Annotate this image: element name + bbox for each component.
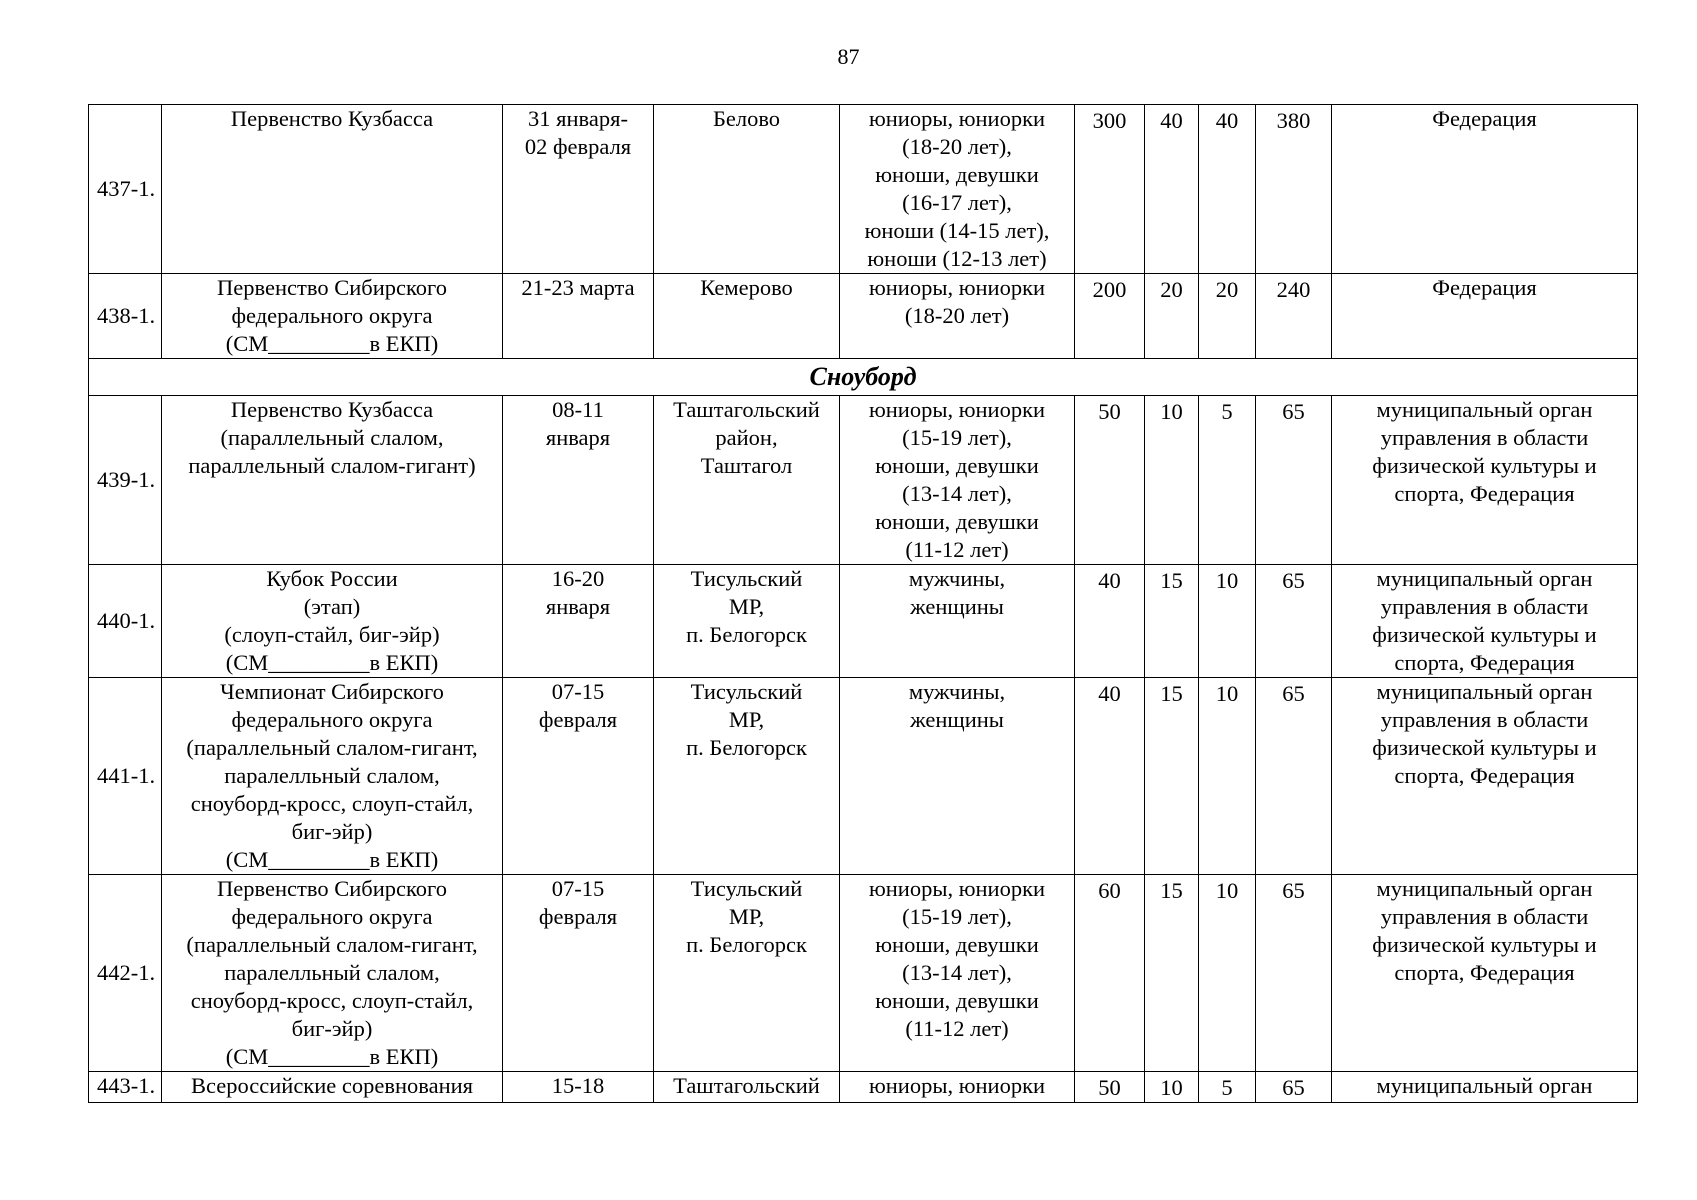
event-name-cell-line: (СМ_________в ЕКП) <box>225 650 439 675</box>
event-place-cell <box>654 565 840 678</box>
total-cell <box>1256 274 1332 359</box>
organizer-cell-line: физической культуры и <box>1372 735 1597 760</box>
table-row <box>89 875 1638 1072</box>
event-name-cell-line: (СМ_________в ЕКП) <box>225 331 439 356</box>
count-1-cell-value: 200 <box>1092 277 1127 302</box>
count-2-cell <box>1145 565 1199 678</box>
organizer-cell <box>1332 274 1638 359</box>
total-cell-value: 65 <box>1282 399 1305 424</box>
table-row <box>89 1072 1638 1103</box>
participants-cell-line: юниоры, юниорки <box>868 106 1046 131</box>
participants-cell-line: (11-12 лет) <box>905 1016 1009 1041</box>
event-name-cell-line: федерального округа <box>231 904 433 929</box>
participants-cell-line: юноши, девушки <box>875 932 1039 957</box>
event-place-cell-line: Тисульский <box>690 876 803 901</box>
event-dates-cell-line: февраля <box>538 707 618 732</box>
count-3-cell <box>1199 396 1256 565</box>
organizer-cell-line: Федерация <box>1432 275 1537 300</box>
event-name-cell-line: биг-эйр) <box>291 819 373 844</box>
event-name-cell-line: паралелльный слалом, <box>224 960 440 985</box>
count-1-cell <box>1075 875 1145 1072</box>
event-place-cell-line: Таштагольский <box>673 1073 820 1098</box>
event-dates-cell <box>503 274 654 359</box>
event-place-cell-line: район, <box>715 425 778 450</box>
table-body-bottom <box>89 396 1638 1103</box>
row-number: 441-1. <box>89 678 162 875</box>
event-dates-cell <box>503 678 654 875</box>
total-cell <box>1256 875 1332 1072</box>
organizer-cell <box>1332 105 1638 274</box>
count-1-cell-value: 40 <box>1098 568 1121 593</box>
participants-cell-line: юниоры, юниорки <box>868 397 1046 422</box>
event-dates-cell-line: 16-20 <box>551 566 605 591</box>
participants-cell-line: (13-14 лет), <box>902 481 1012 506</box>
count-2-cell-value: 20 <box>1160 277 1183 302</box>
event-dates-cell-line: января <box>545 425 611 450</box>
total-cell-value: 65 <box>1282 1075 1305 1100</box>
count-1-cell <box>1075 678 1145 875</box>
count-1-cell <box>1075 1072 1145 1103</box>
count-3-cell-value: 10 <box>1215 681 1239 706</box>
event-name-cell-line: Кубок России <box>266 566 398 591</box>
count-2-cell <box>1145 396 1199 565</box>
event-name-cell-line: (этап) <box>303 594 361 619</box>
count-3-cell-value: 20 <box>1215 277 1239 302</box>
participants-cell-line: (15-19 лет), <box>902 904 1012 929</box>
event-dates-cell-line: 08-11 <box>552 397 604 422</box>
participants-cell-line: юноши (14-15 лет), <box>864 218 1050 243</box>
count-3-cell <box>1199 105 1256 274</box>
table-row <box>89 274 1638 359</box>
organizer-cell-line: управления в области <box>1380 594 1589 619</box>
participants-cell-line: юноши, девушки <box>875 162 1039 187</box>
participants-cell <box>840 875 1075 1072</box>
total-cell <box>1256 565 1332 678</box>
organizer-cell <box>1332 396 1638 565</box>
organizer-cell-line: муниципальный орган <box>1376 1073 1593 1098</box>
count-3-cell-value: 10 <box>1215 878 1239 903</box>
event-dates-cell-line: 31 января- <box>528 106 628 131</box>
total-cell <box>1256 1072 1332 1103</box>
count-3-cell-value: 5 <box>1221 399 1233 424</box>
event-name-cell-line: (параллельный слалом-гигант, <box>186 932 478 957</box>
count-2-cell <box>1145 274 1199 359</box>
event-place-cell-line: МР, <box>728 707 765 732</box>
organizer-cell-line: Федерация <box>1432 106 1537 131</box>
event-name-cell-line: (параллельный слалом, <box>220 425 444 450</box>
event-name-cell-line: Первенство Сибирского <box>217 275 447 300</box>
event-place-cell-line: п. Белогорск <box>686 932 807 957</box>
event-name-cell-line: (СМ_________в ЕКП) <box>225 847 439 872</box>
table-body-top <box>89 105 1638 359</box>
event-place-cell-line: Белово <box>712 106 781 131</box>
organizer-cell-line: физической культуры и <box>1372 932 1597 957</box>
event-place-cell <box>654 875 840 1072</box>
count-2-cell-value: 15 <box>1160 681 1183 706</box>
event-name-cell-line: (параллельный слалом-гигант, <box>186 735 478 760</box>
event-name-cell-line: (СМ_________в ЕКП) <box>225 1044 439 1069</box>
event-name-cell-line: федерального округа <box>231 303 433 328</box>
event-place-cell-line: п. Белогорск <box>686 735 807 760</box>
event-place-cell-line: п. Белогорск <box>686 622 807 647</box>
participants-cell-line: юноши, девушки <box>875 453 1039 478</box>
participants-cell-line: мужчины, <box>908 566 1006 591</box>
event-place-cell <box>654 396 840 565</box>
event-name-cell <box>162 105 503 274</box>
event-dates-cell <box>503 565 654 678</box>
count-1-cell <box>1075 565 1145 678</box>
event-name-cell <box>162 678 503 875</box>
count-1-cell-value: 50 <box>1098 399 1121 424</box>
count-2-cell-value: 10 <box>1160 1075 1183 1100</box>
event-dates-cell <box>503 105 654 274</box>
row-number: 438-1. <box>89 274 162 359</box>
event-dates-cell-line: января <box>545 594 611 619</box>
organizer-cell <box>1332 1072 1638 1103</box>
count-3-cell <box>1199 875 1256 1072</box>
count-3-cell-value: 40 <box>1215 108 1239 133</box>
event-name-cell-line: Первенство Кузбасса <box>230 397 434 422</box>
participants-cell-line: (11-12 лет) <box>905 537 1009 562</box>
event-place-cell-line: Таштагол <box>700 453 793 478</box>
organizer-cell <box>1332 565 1638 678</box>
count-1-cell <box>1075 396 1145 565</box>
event-name-cell-line: биг-эйр) <box>291 1016 373 1041</box>
count-2-cell <box>1145 1072 1199 1103</box>
participants-cell <box>840 105 1075 274</box>
count-3-cell <box>1199 565 1256 678</box>
count-3-cell <box>1199 274 1256 359</box>
organizer-cell <box>1332 678 1638 875</box>
table-row <box>89 565 1638 678</box>
event-dates-cell <box>503 875 654 1072</box>
count-2-cell <box>1145 875 1199 1072</box>
table-section-header <box>89 359 1638 396</box>
event-name-cell-line: федерального округа <box>231 707 433 732</box>
participants-cell-line: юноши (12-13 лет) <box>867 246 1047 271</box>
event-name-cell <box>162 875 503 1072</box>
event-place-cell <box>654 274 840 359</box>
table-row <box>89 396 1638 565</box>
event-dates-cell-line: 07-15 <box>551 679 605 704</box>
event-dates-cell <box>503 396 654 565</box>
count-2-cell-value: 15 <box>1160 568 1183 593</box>
row-number: 439-1. <box>89 396 162 565</box>
count-1-cell-value: 40 <box>1098 681 1121 706</box>
table-row <box>89 678 1638 875</box>
count-3-cell <box>1199 1072 1256 1103</box>
event-place-cell-line: Таштагольский <box>673 397 820 422</box>
event-dates-cell-line: 07-15 <box>551 876 605 901</box>
event-place-cell-line: Тисульский <box>690 566 803 591</box>
event-name-cell-line: Первенство Сибирского <box>217 876 447 901</box>
organizer-cell-line: спорта, Федерация <box>1394 960 1575 985</box>
count-3-cell-value: 5 <box>1221 1075 1233 1100</box>
event-dates-cell <box>503 1072 654 1103</box>
event-dates-cell-line: 02 февраля <box>524 134 632 159</box>
participants-cell-line: женщины <box>910 594 1004 619</box>
event-place-cell-line: МР, <box>728 904 765 929</box>
total-cell <box>1256 678 1332 875</box>
organizer-cell-line: управления в области <box>1380 904 1589 929</box>
participants-cell <box>840 565 1075 678</box>
total-cell-value: 380 <box>1276 108 1311 133</box>
page-number: 87 <box>837 44 860 69</box>
competition-schedule-table <box>88 104 1638 1103</box>
organizer-cell-line: муниципальный орган <box>1376 566 1593 591</box>
organizer-cell-line: управления в области <box>1380 425 1589 450</box>
total-cell-value: 240 <box>1276 277 1311 302</box>
organizer-cell <box>1332 875 1638 1072</box>
total-cell-value: 65 <box>1282 681 1305 706</box>
event-place-cell-line: МР, <box>728 594 765 619</box>
participants-cell-line: юниоры, юниорки <box>868 876 1046 901</box>
count-2-cell-value: 15 <box>1160 878 1183 903</box>
total-cell <box>1256 105 1332 274</box>
participants-cell <box>840 678 1075 875</box>
event-name-cell <box>162 396 503 565</box>
participants-cell-line: мужчины, <box>908 679 1006 704</box>
participants-cell-line: юноши, девушки <box>875 509 1039 534</box>
participants-cell-line: женщины <box>910 707 1004 732</box>
event-place-cell-line: Кемерово <box>700 275 793 300</box>
count-1-cell-value: 50 <box>1098 1075 1121 1100</box>
participants-cell <box>840 396 1075 565</box>
row-number: 442-1. <box>89 875 162 1072</box>
section-row <box>89 359 1638 396</box>
participants-cell-line: юниоры, юниорки <box>868 1073 1046 1098</box>
event-place-cell <box>654 1072 840 1103</box>
participants-cell-line: (18-20 лет), <box>902 134 1012 159</box>
total-cell <box>1256 396 1332 565</box>
participants-cell-line: (18-20 лет) <box>904 303 1010 328</box>
participants-cell-line: юниоры, юниорки <box>868 275 1046 300</box>
organizer-cell-line: физической культуры и <box>1372 622 1597 647</box>
event-name-cell-line: сноуборд-кросс, слоуп-стайл, <box>190 988 474 1013</box>
event-dates-cell-line: 21-23 марта <box>521 275 635 300</box>
table-row <box>89 105 1638 274</box>
count-3-cell <box>1199 678 1256 875</box>
participants-cell <box>840 1072 1075 1103</box>
event-name-cell-line: Первенство Кузбасса <box>230 106 434 131</box>
organizer-cell-line: спорта, Федерация <box>1394 763 1575 788</box>
organizer-cell-line: муниципальный орган <box>1376 397 1593 422</box>
participants-cell-line: (13-14 лет), <box>902 960 1012 985</box>
total-cell-value: 65 <box>1282 568 1305 593</box>
participants-cell-line: (15-19 лет), <box>902 425 1012 450</box>
event-name-cell-line: сноуборд-кросс, слоуп-стайл, <box>190 791 474 816</box>
row-number: 440-1. <box>89 565 162 678</box>
participants-cell-line: юноши, девушки <box>875 988 1039 1013</box>
event-dates-cell-line: 15-18 <box>551 1073 605 1098</box>
organizer-cell-line: спорта, Федерация <box>1394 481 1575 506</box>
count-2-cell-value: 40 <box>1160 108 1183 133</box>
event-name-cell-line: паралелльный слалом, <box>224 763 440 788</box>
event-place-cell <box>654 105 840 274</box>
event-name-cell <box>162 274 503 359</box>
event-name-cell-line: Всероссийские соревнования <box>190 1073 474 1098</box>
event-dates-cell-line: февраля <box>538 904 618 929</box>
organizer-cell-line: муниципальный орган <box>1376 876 1593 901</box>
participants-cell-line: (16-17 лет), <box>902 190 1012 215</box>
count-2-cell <box>1145 678 1199 875</box>
organizer-cell-line: муниципальный орган <box>1376 679 1593 704</box>
organizer-cell-line: физической культуры и <box>1372 453 1597 478</box>
count-2-cell <box>1145 105 1199 274</box>
count-2-cell-value: 10 <box>1160 399 1183 424</box>
event-name-cell-line: Чемпионат Сибирского <box>220 679 444 704</box>
section-title: Сноуборд <box>89 359 1638 396</box>
count-1-cell <box>1075 274 1145 359</box>
count-1-cell-value: 300 <box>1092 108 1127 133</box>
row-number: 443-1. <box>89 1072 162 1103</box>
event-place-cell-line: Тисульский <box>690 679 803 704</box>
count-3-cell-value: 10 <box>1215 568 1239 593</box>
organizer-cell-line: спорта, Федерация <box>1394 650 1575 675</box>
event-place-cell <box>654 678 840 875</box>
organizer-cell-line: управления в области <box>1380 707 1589 732</box>
count-1-cell <box>1075 105 1145 274</box>
participants-cell <box>840 274 1075 359</box>
count-1-cell-value: 60 <box>1098 878 1121 903</box>
event-name-cell <box>162 565 503 678</box>
event-name-cell-line: параллельный слалом-гигант) <box>188 453 476 478</box>
total-cell-value: 65 <box>1282 878 1305 903</box>
event-name-cell-line: (слоуп-стайл, биг-эйр) <box>224 622 440 647</box>
row-number: 437-1. <box>89 105 162 274</box>
event-name-cell <box>162 1072 503 1103</box>
